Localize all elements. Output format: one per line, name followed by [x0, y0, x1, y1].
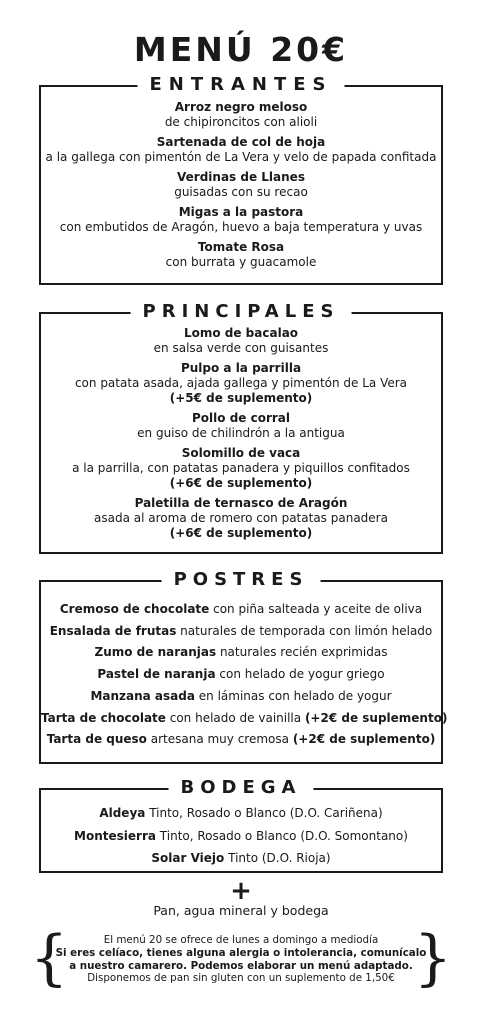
wine-description: Tinto, Rosado o Blanco (D.O. Somontano) [155, 828, 408, 843]
dessert-item [41, 686, 441, 708]
dessert-item [41, 621, 441, 643]
dessert-name: Tarta de queso [46, 732, 147, 747]
dish-description: asada al aroma de romero con patatas panadera [94, 511, 388, 525]
supplement-note: (+6€ de suplemento) [169, 476, 313, 490]
dessert-item [41, 642, 441, 664]
bodega-list [41, 802, 441, 870]
dish-description: en salsa verde con guisantes [153, 341, 329, 355]
dish-name: Migas a la pastora [178, 205, 304, 219]
dessert-item [41, 708, 448, 730]
dessert-description: naturales de temporada con limón helado [176, 623, 433, 638]
dish-description: a la parrilla, con patatas panadera y piquillos confitados [72, 461, 410, 475]
dish-name: Lomo de bacalao [183, 326, 299, 340]
menu-title: MENÚ 20€ [133, 30, 349, 69]
dessert-name: Pastel de naranja [97, 667, 216, 682]
principales-section [39, 301, 443, 554]
dessert-description: naturales recién exprimidas [216, 645, 388, 660]
menu-item [41, 135, 441, 165]
dessert-description: artesana muy cremosa [146, 732, 293, 747]
note-line-schedule: El menú 20 se ofrece de lunes a domingo a mediodía [103, 934, 379, 946]
wine-name: Solar Viejo [151, 851, 225, 866]
menu-item [41, 205, 441, 235]
dish-name: Pulpo a la parrilla [180, 361, 302, 375]
entrantes-list [41, 100, 441, 275]
bodega-section [39, 777, 443, 873]
dish-description: guisadas con su recao [174, 185, 308, 199]
right-brace-icon: } [413, 923, 452, 993]
dish-name: Arroz negro meloso [174, 100, 308, 114]
left-brace-icon: { [30, 923, 69, 993]
dessert-description: con helado de yogur griego [215, 667, 385, 682]
principales-list [41, 326, 441, 546]
wine-description: Tinto (D.O. Rioja) [224, 851, 331, 866]
wine-name: Montesierra [74, 828, 156, 843]
menu-item [41, 411, 441, 441]
dish-description: con patata asada, ajada gallega y pimentón de La Vera [74, 376, 408, 390]
extras-text: Pan, agua mineral y bodega [153, 903, 329, 918]
dish-name: Paletilla de ternasco de Aragón [134, 496, 348, 510]
supplement-note: (+2€ de suplemento) [292, 732, 436, 747]
entrantes-section [39, 74, 443, 285]
dish-description: de chipironcitos con alioli [164, 115, 318, 129]
menu-item [41, 496, 441, 541]
note-line-gluten-free: Disponemos de pan sin gluten con un suplemento de 1,50€ [87, 972, 395, 985]
info-note [30, 923, 452, 994]
supplement-note: (+2€ de suplemento) [304, 710, 448, 725]
wine-name: Aldeya [99, 806, 146, 820]
wine-item [41, 847, 441, 870]
bodega-heading: BODEGA [169, 776, 314, 800]
postres-list [41, 599, 448, 751]
dessert-name: Manzana asada [90, 688, 195, 703]
note-line-allergy: Si eres celíaco, tienes alguna alergia o intolerancia, comunícalo [55, 946, 427, 959]
entrantes-heading: ENTRANTES [137, 73, 344, 97]
dish-description: a la gallega con pimentón de La Vera y velo de papada confitada [45, 150, 437, 164]
principales-heading: PRINCIPALES [131, 300, 352, 324]
note-line-adapted-menu: a nuestro camarero. Podemos elaborar un menú adaptado. [69, 959, 413, 972]
dessert-name: Ensalada de frutas [49, 623, 177, 638]
plus-icon: + [230, 876, 252, 906]
dessert-name: Cremoso de chocolate [59, 602, 210, 616]
dish-description: con burrata y guacamole [165, 255, 317, 269]
menu-item [41, 446, 441, 491]
dessert-description: con helado de vainilla [165, 710, 305, 725]
menu-item [41, 361, 441, 406]
supplement-note: (+6€ de suplemento) [169, 526, 313, 540]
menu-item [41, 170, 441, 200]
dish-name: Tomate Rosa [197, 240, 285, 254]
dessert-name: Tarta de chocolate [41, 710, 166, 725]
dish-description: con embutidos de Aragón, huevo a baja temperatura y uvas [59, 220, 423, 234]
dessert-item [41, 664, 441, 686]
dessert-name: Zumo de naranjas [94, 645, 217, 660]
wine-item [41, 825, 441, 848]
dessert-description: en láminas con helado de yogur [194, 688, 392, 703]
dish-name: Sartenada de col de hoja [156, 135, 326, 149]
dish-name: Pollo de corral [192, 411, 290, 425]
dessert-item [41, 729, 441, 751]
dessert-description: con piña salteada y aceite de oliva [209, 602, 423, 616]
postres-section [39, 569, 448, 764]
menu-item [41, 240, 441, 270]
dish-description: en guiso de chilindrón a la antigua [137, 426, 345, 440]
postres-heading: POSTRES [162, 568, 321, 592]
menu-item [41, 326, 441, 356]
menu-item [41, 100, 441, 130]
dish-name: Verdinas de Llanes [177, 170, 305, 184]
dish-name: Solomillo de vaca [181, 446, 301, 460]
note-text [52, 934, 430, 985]
wine-description: Tinto, Rosado o Blanco (D.O. Cariñena) [145, 806, 383, 820]
supplement-note: (+5€ de suplemento) [169, 391, 313, 405]
wine-item [41, 802, 441, 825]
dessert-item [41, 599, 441, 621]
